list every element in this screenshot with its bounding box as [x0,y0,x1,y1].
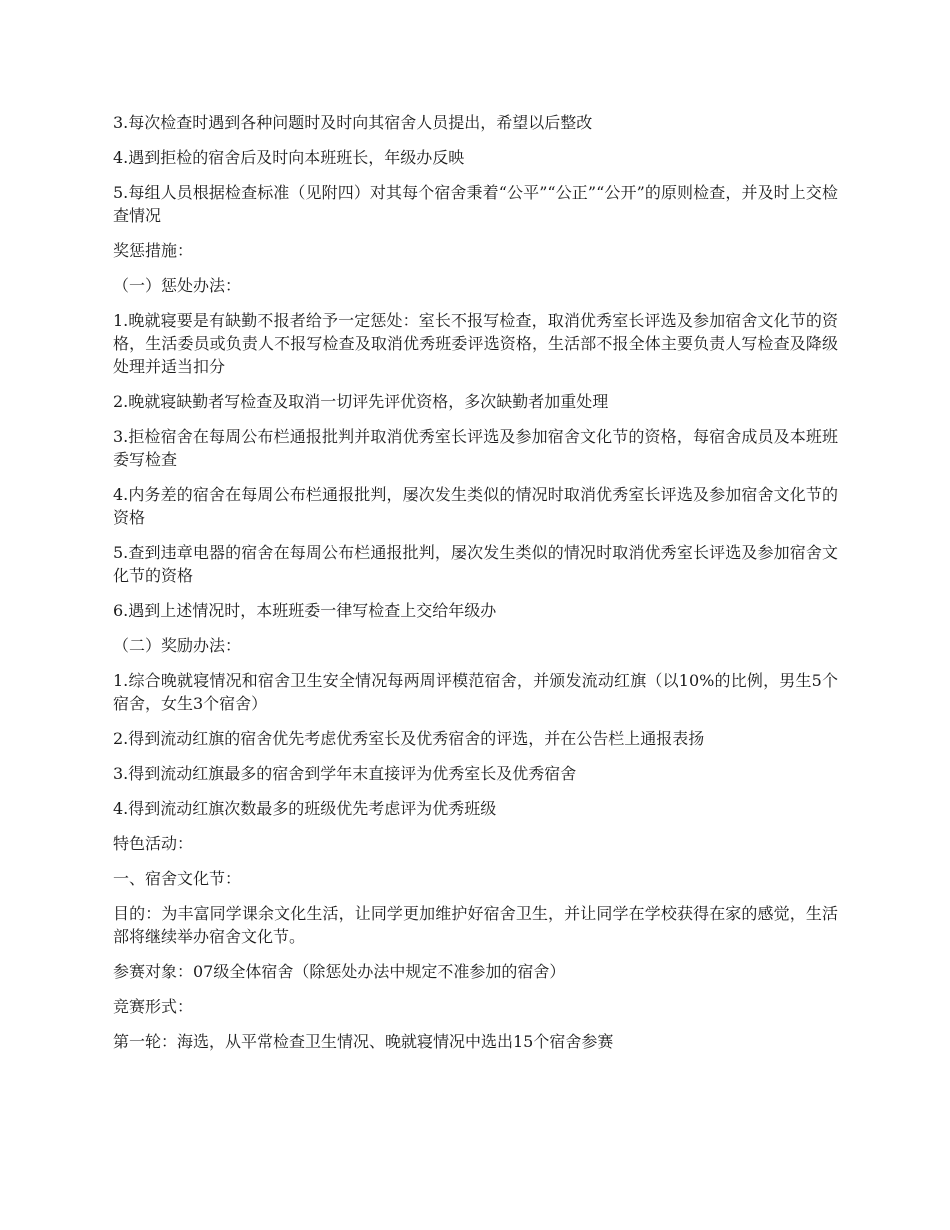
penalty-item-4: 4.内务差的宿舍在每周公布栏通报批判，屡次发生类似的情况时取消优秀室长评选及参加宿舍文化节的资格 [113,485,838,527]
penalty-item-2: 2.晚就寝缺勤者写检查及取消一切评先评优资格，多次缺勤者加重处理 [113,392,609,411]
activity-purpose: 目的：为丰富同学课余文化生活，让同学更加维护好宿舍卫生，并让同学在学校获得在家的感觉，生活部将继续举办宿舍文化节。 [113,904,838,946]
section-heading-special-activities: 特色活动： [113,834,194,853]
activity-heading-dorm-culture-festival: 一、宿舍文化节： [113,869,242,888]
penalty-item-1: 1.晚就寝要是有缺勤不报者给予一定惩处：室长不报写检查，取消优秀室长评选及参加宿舍文化节的资格，生活委员或负责人不报写检查及取消优秀班委评选资格，生活部不报全体主要负责人写检查及降级处理并适当扣分 [113,311,838,376]
section-heading-rewards-penalties: 奖惩措施： [113,241,194,260]
reward-item-3: 3.得到流动红旗最多的宿舍到学年末直接评为优秀室长及优秀宿舍 [113,764,577,783]
subsection-heading-penalties: （一）惩处办法： [113,276,242,295]
paragraph-item-4: 4.遇到拒检的宿舍后及时向本班班长，年级办反映 [113,148,465,167]
document-body [113,111,838,1065]
penalty-item-3: 3.拒检宿舍在每周公布栏通报批判并取消优秀室长评选及参加宿舍文化节的资格，每宿舍成员及本班班委写检查 [113,427,838,469]
reward-item-2: 2.得到流动红旗的宿舍优先考虑优秀室长及优秀宿舍的评选，并在公告栏上通报表扬 [113,729,705,748]
penalty-item-5: 5.查到违章电器的宿舍在每周公布栏通报批判，屡次发生类似的情况时取消优秀室长评选及参加宿舍文化节的资格 [113,543,838,585]
reward-item-1: 1.综合晚就寝情况和宿舍卫生安全情况每两周评模范宿舍，并颁发流动红旗（以10%的比例，男生5个宿舍，女生3个宿舍） [113,671,838,713]
paragraph-item-3: 3.每次检查时遇到各种问题时及时向其宿舍人员提出，希望以后整改 [113,113,593,132]
activity-participants: 参赛对象：07级全体宿舍（除惩处办法中规定不准参加的宿舍） [113,962,566,981]
subsection-heading-rewards: （二）奖励办法： [113,636,242,655]
paragraph-item-5: 5.每组人员根据检查标准（见附四）对其每个宿舍秉着“公平”“公正”“公开”的原则检查，并及时上交检查情况 [113,183,838,225]
activity-round-1: 第一轮：海选，从平常检查卫生情况、晚就寝情况中选出15个宿舍参赛 [113,1032,614,1051]
penalty-item-6: 6.遇到上述情况时，本班班委一律写检查上交给年级办 [113,601,497,620]
reward-item-4: 4.得到流动红旗次数最多的班级优先考虑评为优秀班级 [113,799,497,818]
activity-format-heading: 竞赛形式： [113,997,194,1016]
